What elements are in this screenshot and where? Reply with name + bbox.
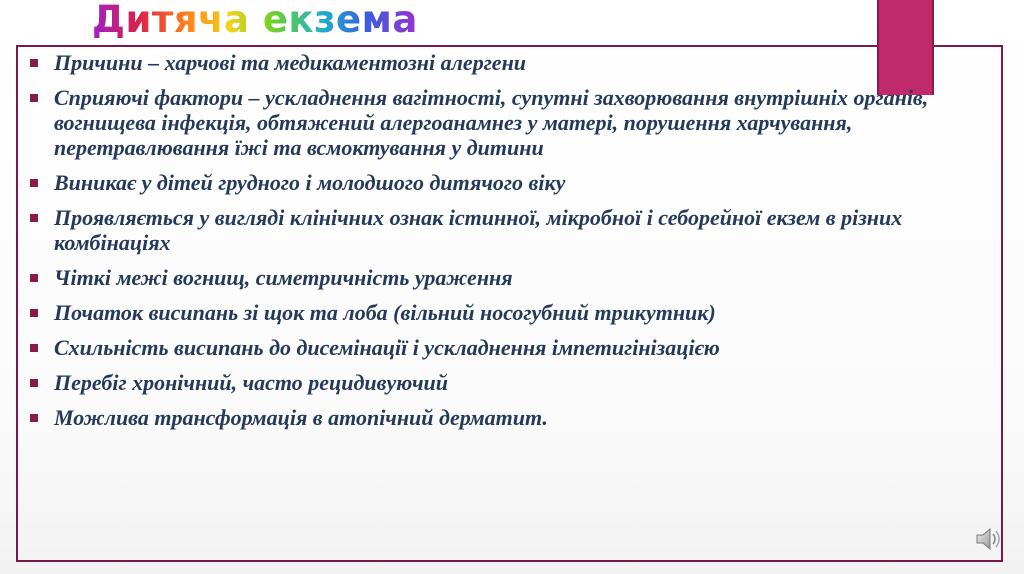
square-bullet-icon xyxy=(30,309,38,317)
bullet-item-rash-start xyxy=(28,300,978,325)
bullet-text: Можлива трансформація в атопічний дерматит. xyxy=(54,405,548,430)
bullet-text: Перебіг хронічний, часто рецидивуючий xyxy=(54,370,449,395)
square-bullet-icon xyxy=(30,179,38,187)
bullet-item-course xyxy=(28,370,978,395)
square-bullet-icon xyxy=(30,414,38,422)
bullet-item-onset-age xyxy=(28,170,978,195)
bullet-item-transformation xyxy=(28,405,978,430)
bullet-list xyxy=(28,50,978,440)
square-bullet-icon xyxy=(30,379,38,387)
bullet-item-borders xyxy=(28,265,978,290)
bullet-text: Початок висипань зі щок та лоба (вільний носогубний трикутник) xyxy=(54,300,716,325)
bullet-item-dissemination xyxy=(28,335,978,360)
square-bullet-icon xyxy=(30,94,38,102)
bullet-item-manifestation xyxy=(28,205,978,255)
bullet-text: Сприяючі фактори – ускладнення вагітності, супутні захворювання внутрішніх органів, вогнищева інфекція, обтяжений алергоанамнез у матері, порушення харчування, перетравлювання їжі та всмоктування у дитини xyxy=(54,85,929,160)
bullet-text: Чіткі межі вогнищ, симетричність ураження xyxy=(54,265,513,290)
bullet-text: Виникає у дітей грудного і молодшого дитячого віку xyxy=(54,170,566,195)
bullet-text: Проявляється у вигляді клінічних ознак істинної, мікробної і себорейної екзем в різних комбінаціях xyxy=(54,205,903,255)
speaker-icon[interactable] xyxy=(974,524,1004,554)
square-bullet-icon xyxy=(30,344,38,352)
bullet-text: Схильність висипань до дисемінації і ускладнення імпетигінізацією xyxy=(54,335,720,360)
square-bullet-icon xyxy=(30,214,38,222)
square-bullet-icon xyxy=(30,59,38,67)
bullet-item-contributing-factors xyxy=(28,85,978,160)
slide-title: Дитяча екзема xyxy=(92,0,418,41)
square-bullet-icon xyxy=(30,274,38,282)
bullet-text: Причини – харчові та медикаментозні алергени xyxy=(54,50,527,75)
bullet-item-causes xyxy=(28,50,978,75)
